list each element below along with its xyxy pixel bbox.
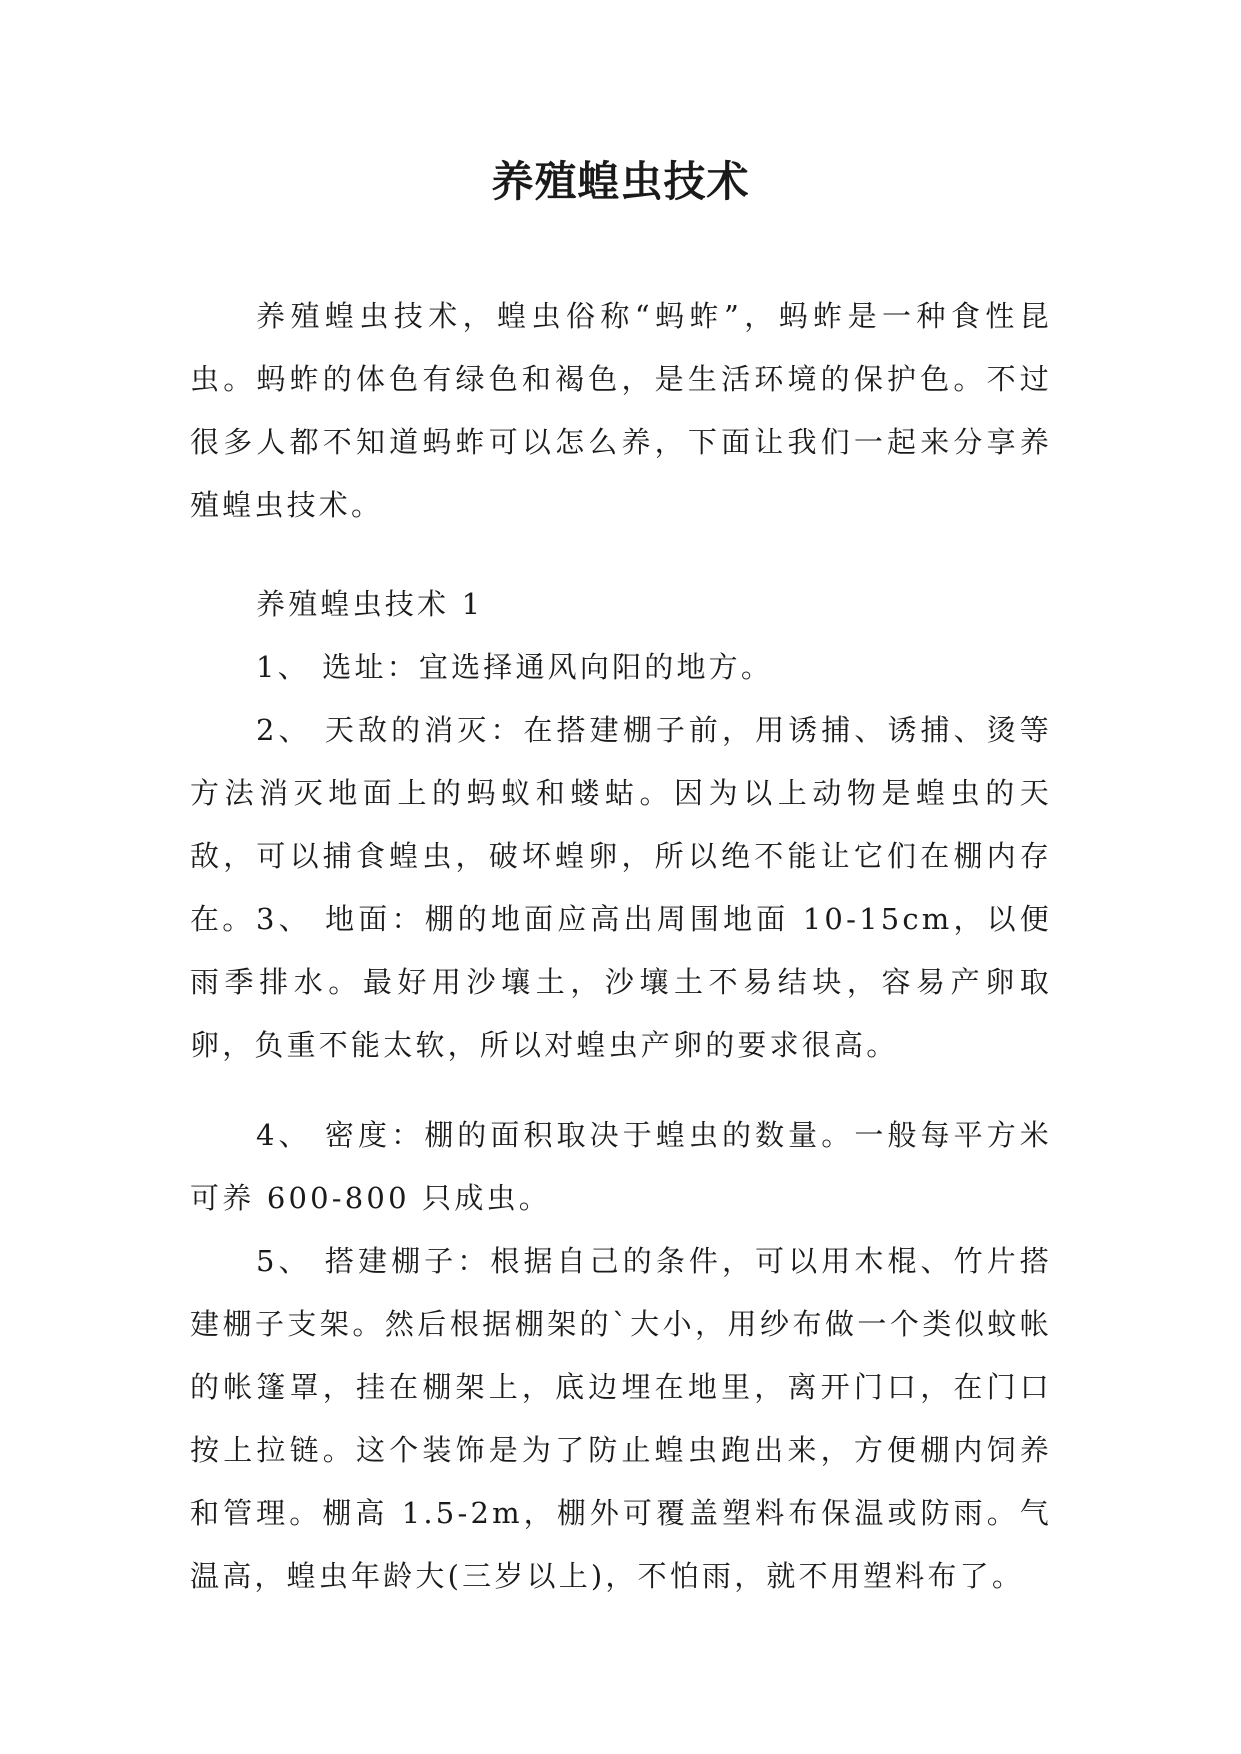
intro-paragraph: 养殖蝗虫技术，蝗虫俗称“蚂蚱”，蚂蚱是一种食性昆虫。蚂蚱的体色有绿色和褐色，是生活环境的保护色。不过很多人都不知道蚂蚱可以怎么养，下面让我们一起来分享养殖蝗虫技术。 xyxy=(190,299,1052,522)
list-item-3: 3、 地面：棚的地面应高出周围地面 10-15cm，以便雨季排水。最好用沙壤土，沙壤土不易结块，容易产卵取卵，负重不能太软，所以对蝗虫产卵的要求很高。 xyxy=(190,902,1052,1062)
list-item-4: 4、 密度：棚的面积取决于蝗虫的数量。一般每平方米可养 600-800 只成虫。 xyxy=(190,1118,1052,1215)
document-title: 养殖蝗虫技术 xyxy=(491,157,750,206)
section-heading: 养殖蝗虫技术 1 xyxy=(256,587,484,621)
list-item-1: 1、 选址：宜选择通风向阳的地方。 xyxy=(256,650,774,684)
list-item-2: 2、 天敌的消灭：在搭建棚子前，用诱捕、诱捕、烫等方法消灭地面上的蚂蚁和蝼蛄。因为以上动物是蝗虫的天敌，可以捕食蝗虫，破坏蝗卵，所以绝不能让它们在棚内存在。 xyxy=(190,713,1052,936)
list-item-5: 5、 搭建棚子：根据自己的条件，可以用木棍、竹片搭建棚子支架。然后根据棚架的`大小，用纱布做一个类似蚊帐的帐篷罩，挂在棚架上，底边埋在地里，离开门口，在门口按上拉链。这个装饰是为了防止蝗虫跑出来，方便棚内饲养和管理。棚高 1.5-2m，棚外可覆盖塑料布保温或防雨。气温高，蝗虫年龄大(三岁以上)，不怕雨，就不用塑料布了。 xyxy=(190,1244,1052,1593)
